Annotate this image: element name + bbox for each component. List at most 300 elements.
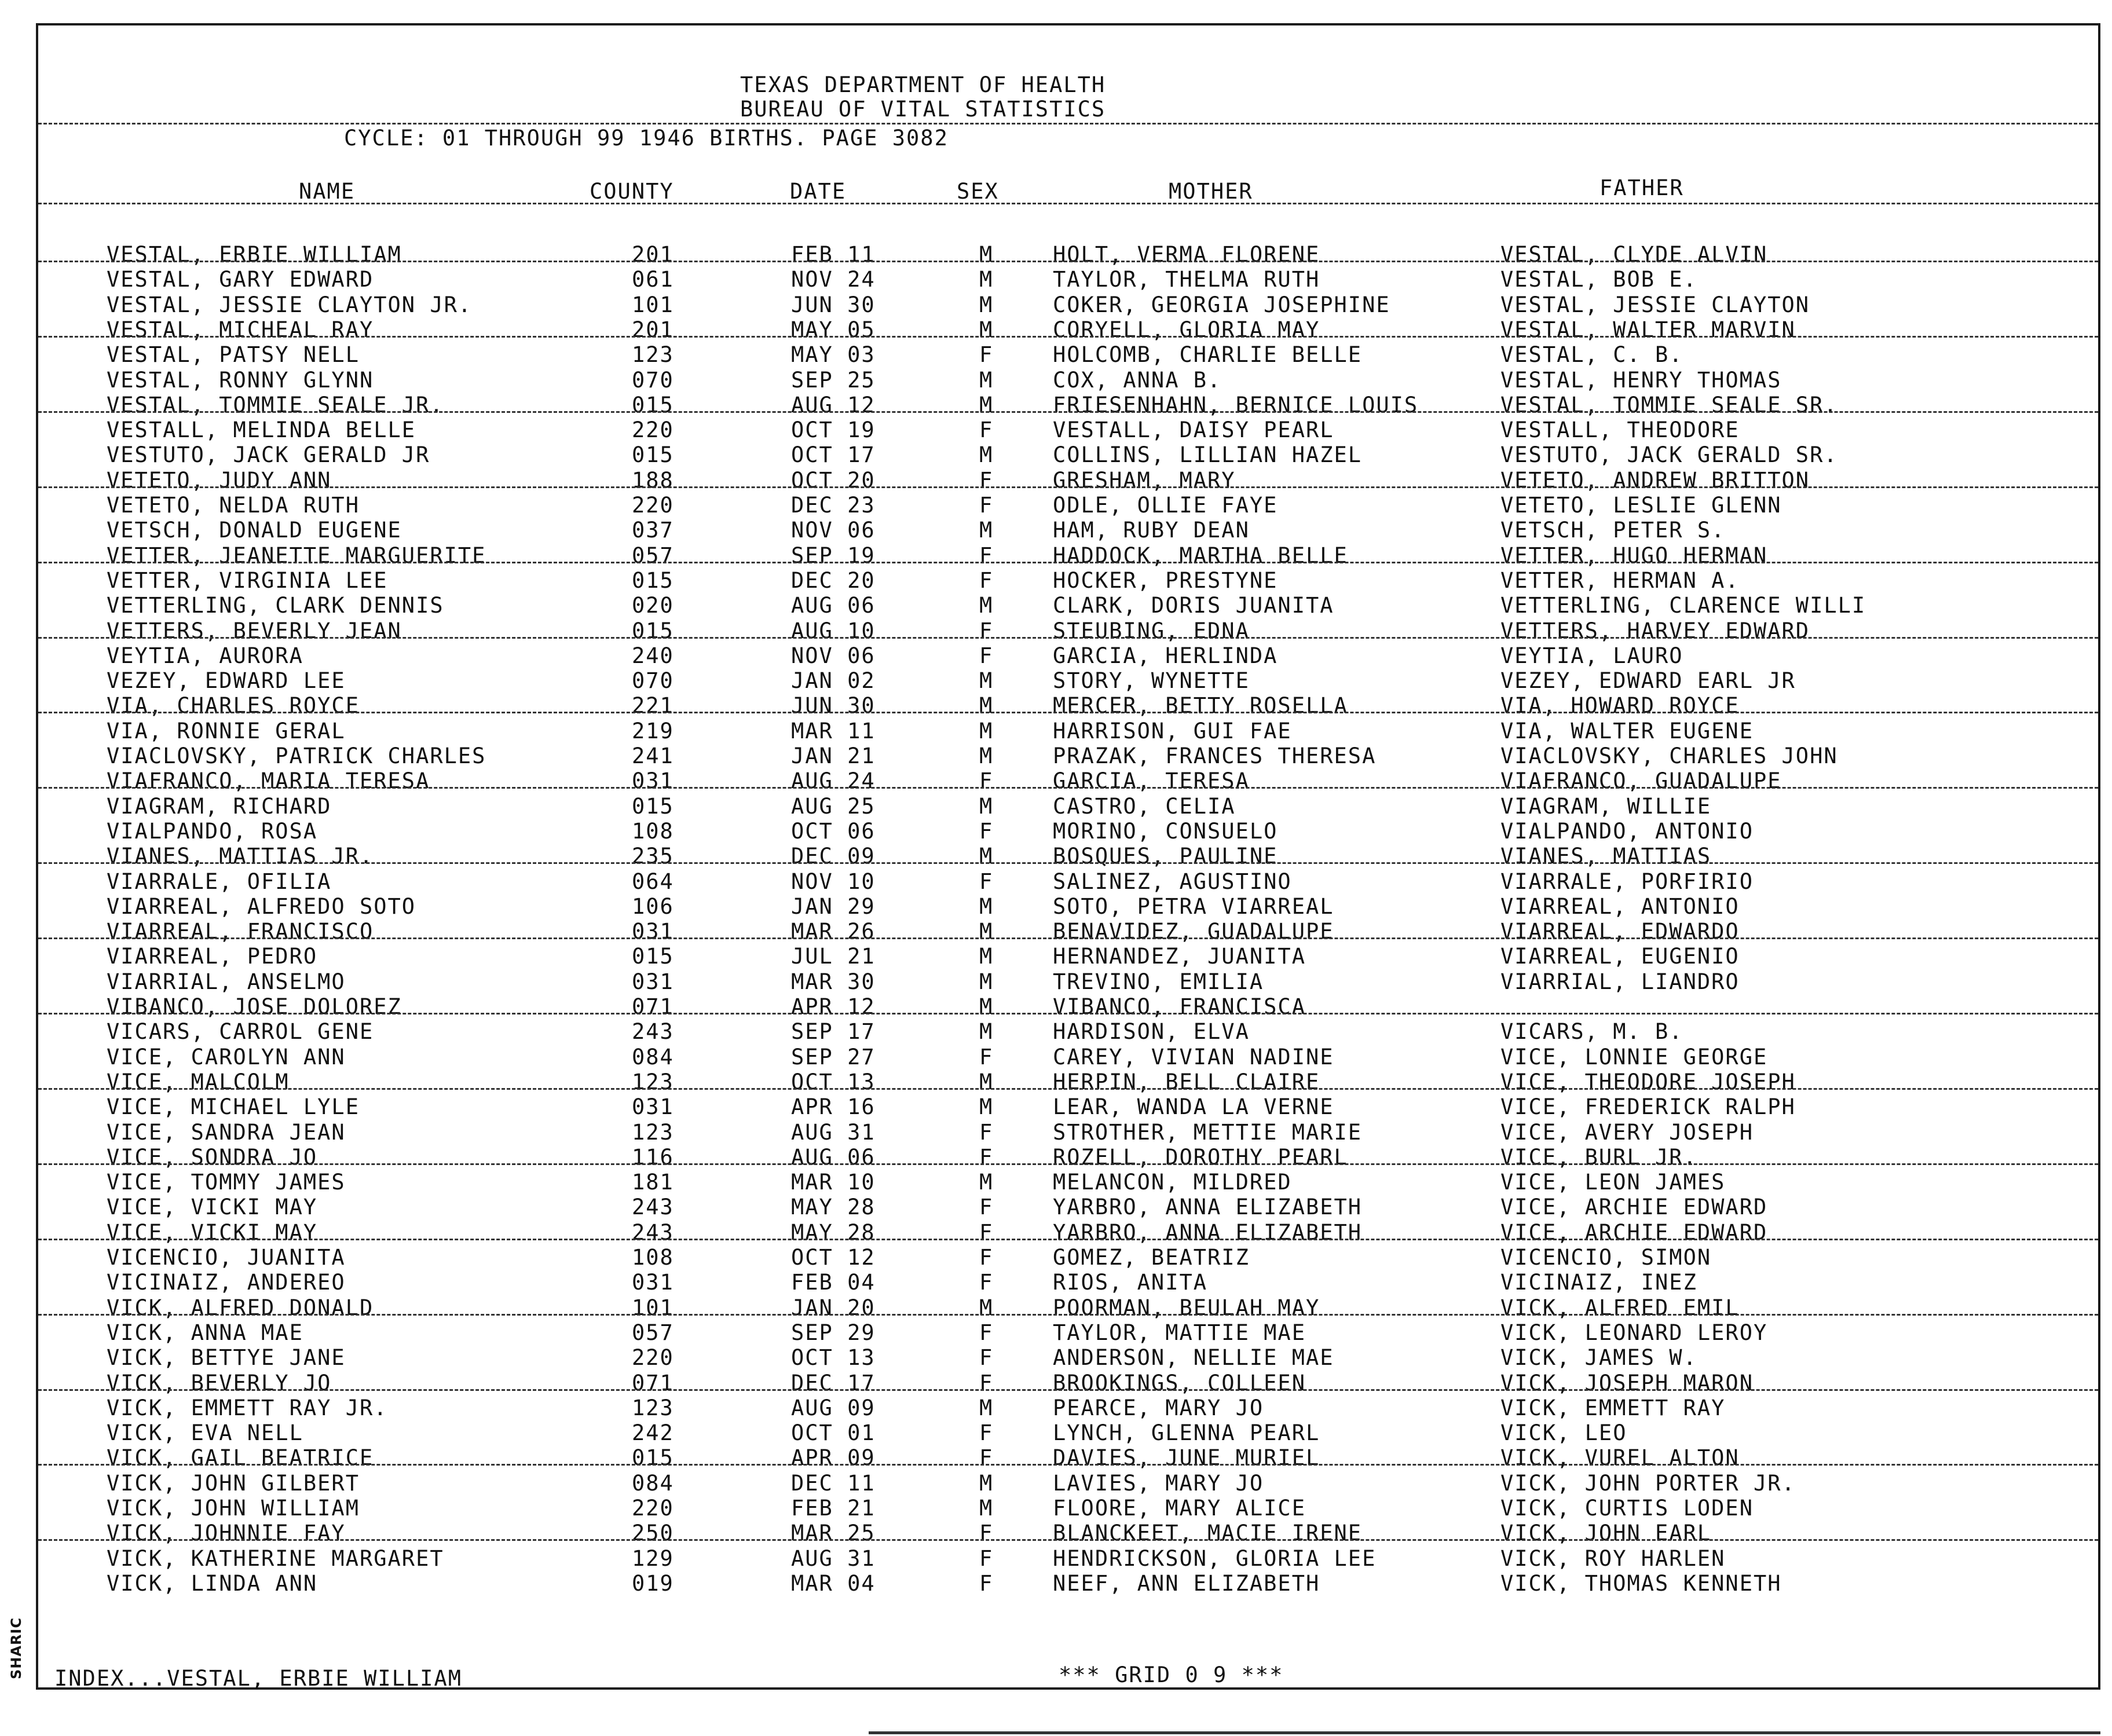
cell-mother: HERPIN, BELL CLAIRE [1053, 1069, 1320, 1094]
cell-mother: LYNCH, GLENNA PEARL [1053, 1420, 1320, 1446]
cell-date: MAY 28 [791, 1219, 876, 1245]
cell-mother: HAM, RUBY DEAN [1053, 518, 1250, 543]
cell-county: 106 [632, 893, 674, 919]
row-separator [38, 1088, 2098, 1090]
agency-title: TEXAS DEPARTMENT OF HEALTH [740, 72, 1106, 97]
cell-date: JAN 21 [791, 744, 876, 768]
cell-date: OCT 13 [791, 1069, 876, 1094]
cell-mother: COLLINS, LILLIAN HAZEL [1053, 442, 1363, 468]
table-row [38, 1120, 2098, 1145]
cell-mother: ROZELL, DOROTHY PEARL [1053, 1144, 1348, 1170]
cell-name: VETSCH, DONALD EUGENE [107, 518, 402, 543]
cell-county: 015 [632, 567, 674, 593]
cell-mother: STROTHER, METTIE MARIE [1053, 1119, 1363, 1145]
cell-sex: F [979, 567, 994, 593]
cell-county: 015 [632, 618, 674, 643]
cell-mother: PEARCE, MARY JO [1053, 1395, 1264, 1420]
cell-father: VICE, BURL JR. [1500, 1144, 1697, 1170]
column-header-mother: MOTHER [1169, 179, 1253, 204]
cell-father: VESTAL, TOMMIE SEALE SR. [1500, 392, 1838, 417]
cell-sex: F [979, 1370, 994, 1396]
cell-county: 219 [632, 718, 674, 744]
cell-sex: F [979, 818, 994, 844]
cell-county: 015 [632, 1445, 674, 1471]
cell-mother: BENAVIDEZ, GUADALUPE [1053, 919, 1334, 944]
row-separator [38, 411, 2098, 413]
row-separator [38, 1539, 2098, 1541]
cell-sex: F [979, 1420, 994, 1446]
cell-father: VICARS, M. B. [1500, 1019, 1683, 1045]
cell-date: AUG 12 [791, 392, 876, 417]
cell-date: DEC 11 [791, 1470, 876, 1496]
cell-father: VICK, JOHN EARL [1500, 1521, 1712, 1546]
cell-sex: F [979, 768, 994, 794]
cell-sex: F [979, 467, 994, 493]
cell-father: VIARRIAL, LIANDRO [1500, 969, 1740, 994]
cell-name: VESTAL, JESSIE CLAYTON JR. [107, 292, 473, 317]
table-row [38, 1245, 2098, 1270]
cell-father: VIAFRANCO, GUADALUPE [1500, 768, 1782, 794]
row-separator [38, 787, 2098, 789]
cell-name: VICK, JOHNNIE FAY [107, 1521, 346, 1546]
table-row [38, 919, 2098, 944]
cell-sex: M [979, 292, 994, 317]
cell-mother: MORINO, CONSUELO [1053, 818, 1278, 844]
cell-name: VIARRIAL, ANSELMO [107, 969, 346, 994]
cell-county: 221 [632, 693, 674, 719]
cell-name: VIARRALE, OFILIA [107, 869, 332, 894]
cell-father: VESTAL, CLYDE ALVIN [1500, 242, 1768, 267]
cell-sex: F [979, 1219, 994, 1245]
table-row [38, 468, 2098, 493]
cell-father: VICK, LEO [1500, 1420, 1627, 1446]
table-row [38, 1295, 2098, 1320]
cell-father: VICK, ALFRED EMIL [1500, 1295, 1740, 1320]
cell-sex: M [979, 893, 994, 919]
cell-sex: F [979, 1245, 994, 1270]
cell-date: OCT 12 [791, 1245, 876, 1270]
cell-father: VICE, FREDERICK RALPH [1500, 1094, 1796, 1120]
cell-sex: M [979, 718, 994, 744]
cell-date: JAN 20 [791, 1295, 876, 1320]
cell-name: VIARREAL, PEDRO [107, 944, 318, 969]
cell-mother: PRAZAK, FRANCES THERESA [1053, 744, 1377, 768]
cell-date: FEB 21 [791, 1496, 876, 1521]
cell-county: 123 [632, 1069, 674, 1094]
cell-mother: MERCER, BETTY ROSELLA [1053, 693, 1348, 719]
cell-mother: STEUBING, EDNA [1053, 618, 1250, 643]
cell-county: 015 [632, 392, 674, 417]
cell-father: VIANES, MATTIAS [1500, 844, 1712, 869]
cell-date: AUG 09 [791, 1395, 876, 1420]
cell-sex: F [979, 342, 994, 368]
row-separator [38, 1013, 2098, 1015]
cell-date: NOV 06 [791, 518, 876, 543]
cell-name: VICE, SANDRA JEAN [107, 1119, 346, 1145]
cell-father: VIARRALE, PORFIRIO [1500, 869, 1754, 894]
table-row [38, 643, 2098, 668]
cell-father: VICE, ARCHIE EDWARD [1500, 1195, 1768, 1220]
cell-father: VIALPANDO, ANTONIO [1500, 818, 1754, 844]
cell-sex: M [979, 1395, 994, 1420]
cell-sex: M [979, 442, 994, 468]
cell-name: VIARREAL, ALFREDO SOTO [107, 893, 416, 919]
table-row [38, 518, 2098, 543]
cell-father: VICK, VUREL ALTON [1500, 1445, 1740, 1471]
cell-mother: RIOS, ANITA [1053, 1270, 1208, 1295]
cell-father: VICK, THOMAS KENNETH [1500, 1570, 1782, 1596]
row-separator [38, 1314, 2098, 1316]
cell-mother: BROOKINGS, COLLEEN [1053, 1370, 1306, 1396]
cell-county: 243 [632, 1195, 674, 1220]
cell-name: VIAFRANCO, MARIA TERESA [107, 768, 430, 794]
cell-father: VIA, HOWARD ROYCE [1500, 693, 1740, 719]
cell-sex: F [979, 1119, 994, 1145]
cell-county: 241 [632, 744, 674, 768]
cycle-line: CYCLE: 01 THROUGH 99 1946 BIRTHS. PAGE 3082 [344, 126, 949, 151]
cell-name: VICARS, CARROL GENE [107, 1019, 374, 1045]
cell-date: JUL 21 [791, 944, 876, 969]
cell-sex: M [979, 1170, 994, 1195]
row-separator [38, 862, 2098, 864]
cell-date: SEP 19 [791, 543, 876, 568]
cell-father: VIARREAL, EDWARDO [1500, 919, 1740, 944]
cell-county: 181 [632, 1170, 674, 1195]
cell-name: VICK, EVA NELL [107, 1420, 303, 1446]
table-row [38, 869, 2098, 894]
cell-mother: YARBRO, ANNA ELIZABETH [1053, 1219, 1363, 1245]
cell-sex: M [979, 317, 994, 342]
footer-index: INDEX...VESTAL, ERBIE WILLIAM [54, 1666, 463, 1691]
cell-name: VICE, MALCOLM [107, 1069, 290, 1094]
table-row [38, 1070, 2098, 1094]
cell-date: DEC 23 [791, 493, 876, 518]
cell-name: VESTALL, MELINDA BELLE [107, 417, 416, 443]
cell-county: 242 [632, 1420, 674, 1446]
column-header-sex: SEX [957, 179, 999, 204]
table-row [38, 342, 2098, 367]
cell-date: MAR 26 [791, 919, 876, 944]
cell-father: VIA, WALTER EUGENE [1500, 718, 1754, 744]
cell-father: VESTALL, THEODORE [1500, 417, 1740, 443]
table-row [38, 1320, 2098, 1345]
bottom-edge-rule [869, 1731, 2100, 1734]
table-row [38, 693, 2098, 718]
cell-date: MAY 05 [791, 317, 876, 342]
cell-father: VICE, ARCHIE EDWARD [1500, 1219, 1768, 1245]
table-row [38, 1019, 2098, 1044]
cell-mother: ANDERSON, NELLIE MAE [1053, 1345, 1334, 1371]
table-row [38, 493, 2098, 518]
table-row [38, 543, 2098, 568]
cell-county: 220 [632, 1496, 674, 1521]
cell-county: 070 [632, 367, 674, 393]
cell-date: NOV 06 [791, 643, 876, 668]
table-row [38, 1145, 2098, 1170]
cell-name: VICK, BETTYE JANE [107, 1345, 346, 1371]
cell-sex: F [979, 1521, 994, 1546]
cell-mother: NEEF, ANN ELIZABETH [1053, 1570, 1320, 1596]
table-row [38, 894, 2098, 919]
cell-mother: HADDOCK, MARTHA BELLE [1053, 543, 1348, 568]
table-row [38, 969, 2098, 994]
cell-sex: M [979, 744, 994, 768]
cell-name: VEZEY, EDWARD LEE [107, 668, 346, 694]
cell-date: SEP 17 [791, 1019, 876, 1045]
cell-date: MAR 25 [791, 1521, 876, 1546]
cell-sex: M [979, 518, 994, 543]
table-row [38, 1571, 2098, 1596]
cell-mother: BLANCKEET, MACIE IRENE [1053, 1521, 1363, 1546]
cell-sex: F [979, 493, 994, 518]
cell-date: OCT 20 [791, 467, 876, 493]
cell-date: AUG 31 [791, 1119, 876, 1145]
cell-sex: M [979, 693, 994, 719]
cell-name: VESTAL, ERBIE WILLIAM [107, 242, 402, 267]
row-separator [38, 261, 2098, 262]
table-row [38, 1445, 2098, 1470]
cell-county: 243 [632, 1019, 674, 1045]
cell-sex: F [979, 1044, 994, 1070]
cell-father: VETSCH, PETER S. [1500, 518, 1726, 543]
cell-mother: ODLE, OLLIE FAYE [1053, 493, 1278, 518]
cell-mother: SOTO, PETRA VIARREAL [1053, 893, 1334, 919]
cell-county: 071 [632, 1370, 674, 1396]
cell-name: VESTUTO, JACK GERALD JR [107, 442, 430, 468]
cell-mother: GRESHAM, MARY [1053, 467, 1236, 493]
cell-county: 084 [632, 1044, 674, 1070]
column-header-date: DATE [790, 179, 847, 204]
cell-mother: HOLT, VERMA FLORENE [1053, 242, 1320, 267]
table-row [38, 944, 2098, 969]
cell-mother: HERNANDEZ, JUANITA [1053, 944, 1306, 969]
cell-name: VICE, MICHAEL LYLE [107, 1094, 360, 1120]
cell-father: VEYTIA, LAURO [1500, 643, 1683, 668]
cell-mother: VESTALL, DAISY PEARL [1053, 417, 1334, 443]
cell-county: 015 [632, 442, 674, 468]
cell-county: 201 [632, 317, 674, 342]
cell-sex: M [979, 1069, 994, 1094]
cell-name: VICK, LINDA ANN [107, 1570, 318, 1596]
cell-date: MAR 04 [791, 1570, 876, 1596]
cell-sex: M [979, 242, 994, 267]
table-row [38, 994, 2098, 1019]
cell-mother: SALINEZ, AGUSTINO [1053, 869, 1292, 894]
cell-county: 101 [632, 292, 674, 317]
cell-county: 240 [632, 643, 674, 668]
cell-sex: M [979, 367, 994, 393]
cell-mother: LAVIES, MARY JO [1053, 1470, 1264, 1496]
cell-sex: M [979, 969, 994, 994]
cell-father: VICINAIZ, INEZ [1500, 1270, 1697, 1295]
footer-grid: *** GRID 0 9 *** [1059, 1662, 1284, 1687]
cell-mother: DAVIES, JUNE MURIEL [1053, 1445, 1320, 1471]
cell-father: VETETO, LESLIE GLENN [1500, 493, 1782, 518]
cell-father: VESTAL, BOB E. [1500, 267, 1697, 292]
cell-date: APR 09 [791, 1445, 876, 1471]
cell-date: OCT 17 [791, 442, 876, 468]
cell-date: MAR 11 [791, 718, 876, 744]
cell-sex: M [979, 1295, 994, 1320]
cell-county: 123 [632, 1395, 674, 1420]
table-row [38, 1195, 2098, 1219]
table-row [38, 267, 2098, 292]
cell-county: 031 [632, 969, 674, 994]
cell-name: VICK, GAIL BEATRICE [107, 1445, 374, 1471]
cell-county: 101 [632, 1295, 674, 1320]
cell-father: VIAGRAM, WILLIE [1500, 793, 1712, 819]
cell-sex: M [979, 1094, 994, 1120]
cell-father: VIARREAL, EUGENIO [1500, 944, 1740, 969]
cell-date: APR 12 [791, 994, 876, 1019]
cell-name: VICK, EMMETT RAY JR. [107, 1395, 388, 1420]
cell-name: VIALPANDO, ROSA [107, 818, 318, 844]
cell-name: VICINAIZ, ANDEREO [107, 1270, 346, 1295]
table-row [38, 1496, 2098, 1521]
cell-father: VICK, LEONARD LEROY [1500, 1320, 1768, 1345]
cell-date: AUG 06 [791, 593, 876, 618]
cell-date: FEB 11 [791, 242, 876, 267]
table-row [38, 1045, 2098, 1070]
cell-date: JUN 30 [791, 693, 876, 719]
microfiche-page [36, 23, 2100, 1690]
row-separator [38, 1464, 2098, 1466]
cell-mother: TREVINO, EMILIA [1053, 969, 1264, 994]
cell-sex: F [979, 417, 994, 443]
cell-sex: M [979, 1470, 994, 1496]
cell-date: JAN 02 [791, 668, 876, 694]
cell-county: 250 [632, 1521, 674, 1546]
table-row [38, 568, 2098, 593]
cell-date: DEC 09 [791, 844, 876, 869]
cell-name: VICK, KATHERINE MARGARET [107, 1545, 444, 1571]
cell-name: VETTERS, BEVERLY JEAN [107, 618, 402, 643]
cell-father: VETTER, HERMAN A. [1500, 567, 1740, 593]
table-row [38, 593, 2098, 618]
cell-county: 243 [632, 1219, 674, 1245]
cell-sex: M [979, 844, 994, 869]
cell-sex: F [979, 1545, 994, 1571]
cell-father: VESTUTO, JACK GERALD SR. [1500, 442, 1838, 468]
table-row [38, 442, 2098, 467]
table-row [38, 618, 2098, 643]
cell-date: JAN 29 [791, 893, 876, 919]
cell-name: VIACLOVSKY, PATRICK CHARLES [107, 744, 486, 768]
cell-date: MAY 03 [791, 342, 876, 368]
table-row [38, 1521, 2098, 1545]
header-rule-bottom [38, 203, 2098, 204]
cell-sex: F [979, 1270, 994, 1295]
cell-county: 031 [632, 1094, 674, 1120]
side-label: SHARIC [8, 1617, 24, 1679]
cell-sex: M [979, 994, 994, 1019]
cell-name: VETETO, NELDA RUTH [107, 493, 360, 518]
cell-mother: BOSQUES, PAULINE [1053, 844, 1278, 869]
cell-name: VICENCIO, JUANITA [107, 1245, 346, 1270]
cell-date: AUG 06 [791, 1144, 876, 1170]
cell-mother: MELANCON, MILDRED [1053, 1170, 1292, 1195]
cell-mother: STORY, WYNETTE [1053, 668, 1250, 694]
cell-father: VICE, LEON JAMES [1500, 1170, 1726, 1195]
cell-county: 220 [632, 1345, 674, 1371]
cell-father: VESTAL, HENRY THOMAS [1500, 367, 1782, 393]
cell-date: DEC 20 [791, 567, 876, 593]
cell-father: VEZEY, EDWARD EARL JR [1500, 668, 1796, 694]
cell-sex: F [979, 1195, 994, 1220]
cell-father: VIACLOVSKY, CHARLES JOHN [1500, 744, 1838, 768]
cell-father: VICK, JOHN PORTER JR. [1500, 1470, 1796, 1496]
cell-father: VICK, JOSEPH MARON [1500, 1370, 1754, 1396]
cell-sex: M [979, 944, 994, 969]
cell-name: VESTAL, PATSY NELL [107, 342, 360, 368]
cell-county: 037 [632, 518, 674, 543]
cell-date: MAR 10 [791, 1170, 876, 1195]
cell-father: VICK, JAMES W. [1500, 1345, 1697, 1371]
cell-date: AUG 31 [791, 1545, 876, 1571]
cell-sex: F [979, 643, 994, 668]
cell-mother: HOCKER, PRESTYNE [1053, 567, 1278, 593]
cell-father: VESTAL, JESSIE CLAYTON [1500, 292, 1810, 317]
cell-name: VIAGRAM, RICHARD [107, 793, 332, 819]
cell-sex: M [979, 668, 994, 694]
table-row [38, 1170, 2098, 1195]
cell-county: 070 [632, 668, 674, 694]
cell-county: 031 [632, 1270, 674, 1295]
cell-name: VICE, CAROLYN ANN [107, 1044, 346, 1070]
cell-mother: HARRISON, GUI FAE [1053, 718, 1292, 744]
table-row [38, 417, 2098, 442]
cell-name: VESTAL, MICHEAL RAY [107, 317, 374, 342]
cell-mother: FRIESENHAHN, BERNICE LOUIS [1053, 392, 1419, 417]
cell-father: VICK, CURTIS LODEN [1500, 1496, 1754, 1521]
cell-father: VETETO, ANDREW BRITTON [1500, 467, 1810, 493]
cell-county: 071 [632, 994, 674, 1019]
cell-date: AUG 25 [791, 793, 876, 819]
cell-name: VICE, TOMMY JAMES [107, 1170, 346, 1195]
cell-county: 019 [632, 1570, 674, 1596]
cell-county: 020 [632, 593, 674, 618]
table-row [38, 368, 2098, 393]
row-separator [38, 336, 2098, 338]
cell-name: VIA, RONNIE GERAL [107, 718, 346, 744]
cell-county: 057 [632, 543, 674, 568]
cell-county: 031 [632, 919, 674, 944]
cell-name: VETETO, JUDY ANN [107, 467, 332, 493]
cell-father: VETTER, HUGO HERMAN [1500, 543, 1768, 568]
cell-father: VETTERLING, CLARENCE WILLI [1500, 593, 1866, 618]
cell-father: VESTAL, C. B. [1500, 342, 1683, 368]
cell-mother: HARDISON, ELVA [1053, 1019, 1250, 1045]
cell-mother: GARCIA, HERLINDA [1053, 643, 1278, 668]
cell-name: VIBANCO, JOSE DOLOREZ [107, 994, 402, 1019]
cell-name: VICK, JOHN GILBERT [107, 1470, 360, 1496]
table-row [38, 1420, 2098, 1445]
cell-county: 116 [632, 1144, 674, 1170]
cell-date: DEC 17 [791, 1370, 876, 1396]
cell-county: 220 [632, 493, 674, 518]
cell-name: VICK, BEVERLY JO [107, 1370, 332, 1396]
cell-county: 235 [632, 844, 674, 869]
cell-sex: M [979, 919, 994, 944]
cell-date: SEP 25 [791, 367, 876, 393]
cell-father: VICENCIO, SIMON [1500, 1245, 1712, 1270]
cell-mother: GOMEZ, BEATRIZ [1053, 1245, 1250, 1270]
header-rule-top [38, 123, 2098, 124]
cell-mother: CASTRO, CELIA [1053, 793, 1236, 819]
cell-father: VICE, AVERY JOSEPH [1500, 1119, 1754, 1145]
cell-name: VEYTIA, AURORA [107, 643, 303, 668]
bureau-title: BUREAU OF VITAL STATISTICS [740, 97, 1106, 122]
